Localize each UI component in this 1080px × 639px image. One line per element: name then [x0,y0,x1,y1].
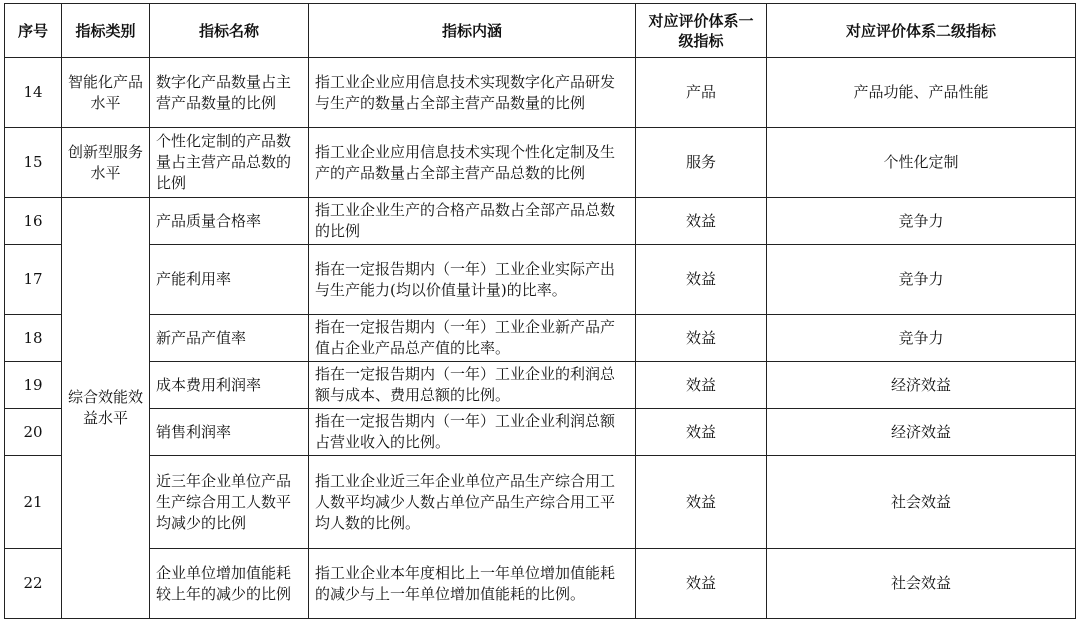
row-level2: 个性化定制 [767,128,1076,198]
header-row [5,4,1076,58]
row-desc: 指在一定报告期内（一年）工业企业的利润总额与成本、费用总额的比例。 [309,362,636,409]
row-seq: 20 [5,409,62,456]
row-name: 产品质量合格率 [150,198,309,245]
header-category: 指标类别 [62,4,150,58]
row-name: 企业单位增加值能耗较上年的减少的比例 [150,549,309,619]
row-seq: 18 [5,315,62,362]
row-desc: 指在一定报告期内（一年）工业企业实际产出与生产能力(均以价值量计量)的比率。 [309,245,636,315]
row-name: 个性化定制的产品数量占主营产品总数的比例 [150,128,309,198]
row-desc: 指工业企业生产的合格产品数占全部产品总数的比例 [309,198,636,245]
row-name: 新产品产值率 [150,315,309,362]
table-row [5,549,1076,619]
row-level1: 服务 [636,128,767,198]
table-row [5,58,1076,128]
header-seq: 序号 [5,4,62,58]
row-level1: 效益 [636,409,767,456]
row-level2: 社会效益 [767,456,1076,549]
row-seq: 22 [5,549,62,619]
row-level1: 效益 [636,362,767,409]
row-category-merged: 综合效能效益水平 [62,198,150,619]
row-level1: 效益 [636,549,767,619]
row-seq: 17 [5,245,62,315]
row-level2: 竞争力 [767,198,1076,245]
row-level1: 效益 [636,198,767,245]
row-desc: 指工业企业应用信息技术实现个性化定制及生产的产品数量占全部主营产品总数的比例 [309,128,636,198]
row-level2: 经济效益 [767,409,1076,456]
header-level2: 对应评价体系二级指标 [767,4,1076,58]
row-level2: 竞争力 [767,315,1076,362]
header-name: 指标名称 [150,4,309,58]
row-seq: 21 [5,456,62,549]
row-name: 销售利润率 [150,409,309,456]
row-level2: 产品功能、产品性能 [767,58,1076,128]
row-level2: 社会效益 [767,549,1076,619]
row-desc: 指在一定报告期内（一年）工业企业新产品产值占企业产品总产值的比率。 [309,315,636,362]
row-seq: 16 [5,198,62,245]
row-name: 产能利用率 [150,245,309,315]
row-category: 创新型服务水平 [62,128,150,198]
row-name: 成本费用利润率 [150,362,309,409]
header-level1: 对应评价体系一级指标 [636,4,767,58]
table-row [5,456,1076,549]
row-desc: 指工业企业应用信息技术实现数字化产品研发与生产的数量占全部主营产品数量的比例 [309,58,636,128]
table-row [5,245,1076,315]
row-desc: 指在一定报告期内（一年）工业企业利润总额占营业收入的比例。 [309,409,636,456]
row-desc: 指工业企业近三年企业单位产品生产综合用工人数平均减少人数占单位产品生产综合用工平均人数的比例。 [309,456,636,549]
row-desc: 指工业企业本年度相比上一年单位增加值能耗的减少与上一年单位增加值能耗的比例。 [309,549,636,619]
row-name: 近三年企业单位产品生产综合用工人数平均减少的比例 [150,456,309,549]
row-level1: 效益 [636,315,767,362]
table-row [5,128,1076,198]
row-level1: 效益 [636,456,767,549]
row-name: 数字化产品数量占主营产品数量的比例 [150,58,309,128]
row-seq: 19 [5,362,62,409]
row-level1: 产品 [636,58,767,128]
row-level2: 经济效益 [767,362,1076,409]
row-category: 智能化产品水平 [62,58,150,128]
table-row [5,198,1076,245]
row-seq: 14 [5,58,62,128]
table-row [5,315,1076,362]
header-desc: 指标内涵 [309,4,636,58]
row-level1: 效益 [636,245,767,315]
row-seq: 15 [5,128,62,198]
table-row [5,362,1076,409]
table-row [5,409,1076,456]
indicator-table [4,3,1076,619]
row-level2: 竞争力 [767,245,1076,315]
